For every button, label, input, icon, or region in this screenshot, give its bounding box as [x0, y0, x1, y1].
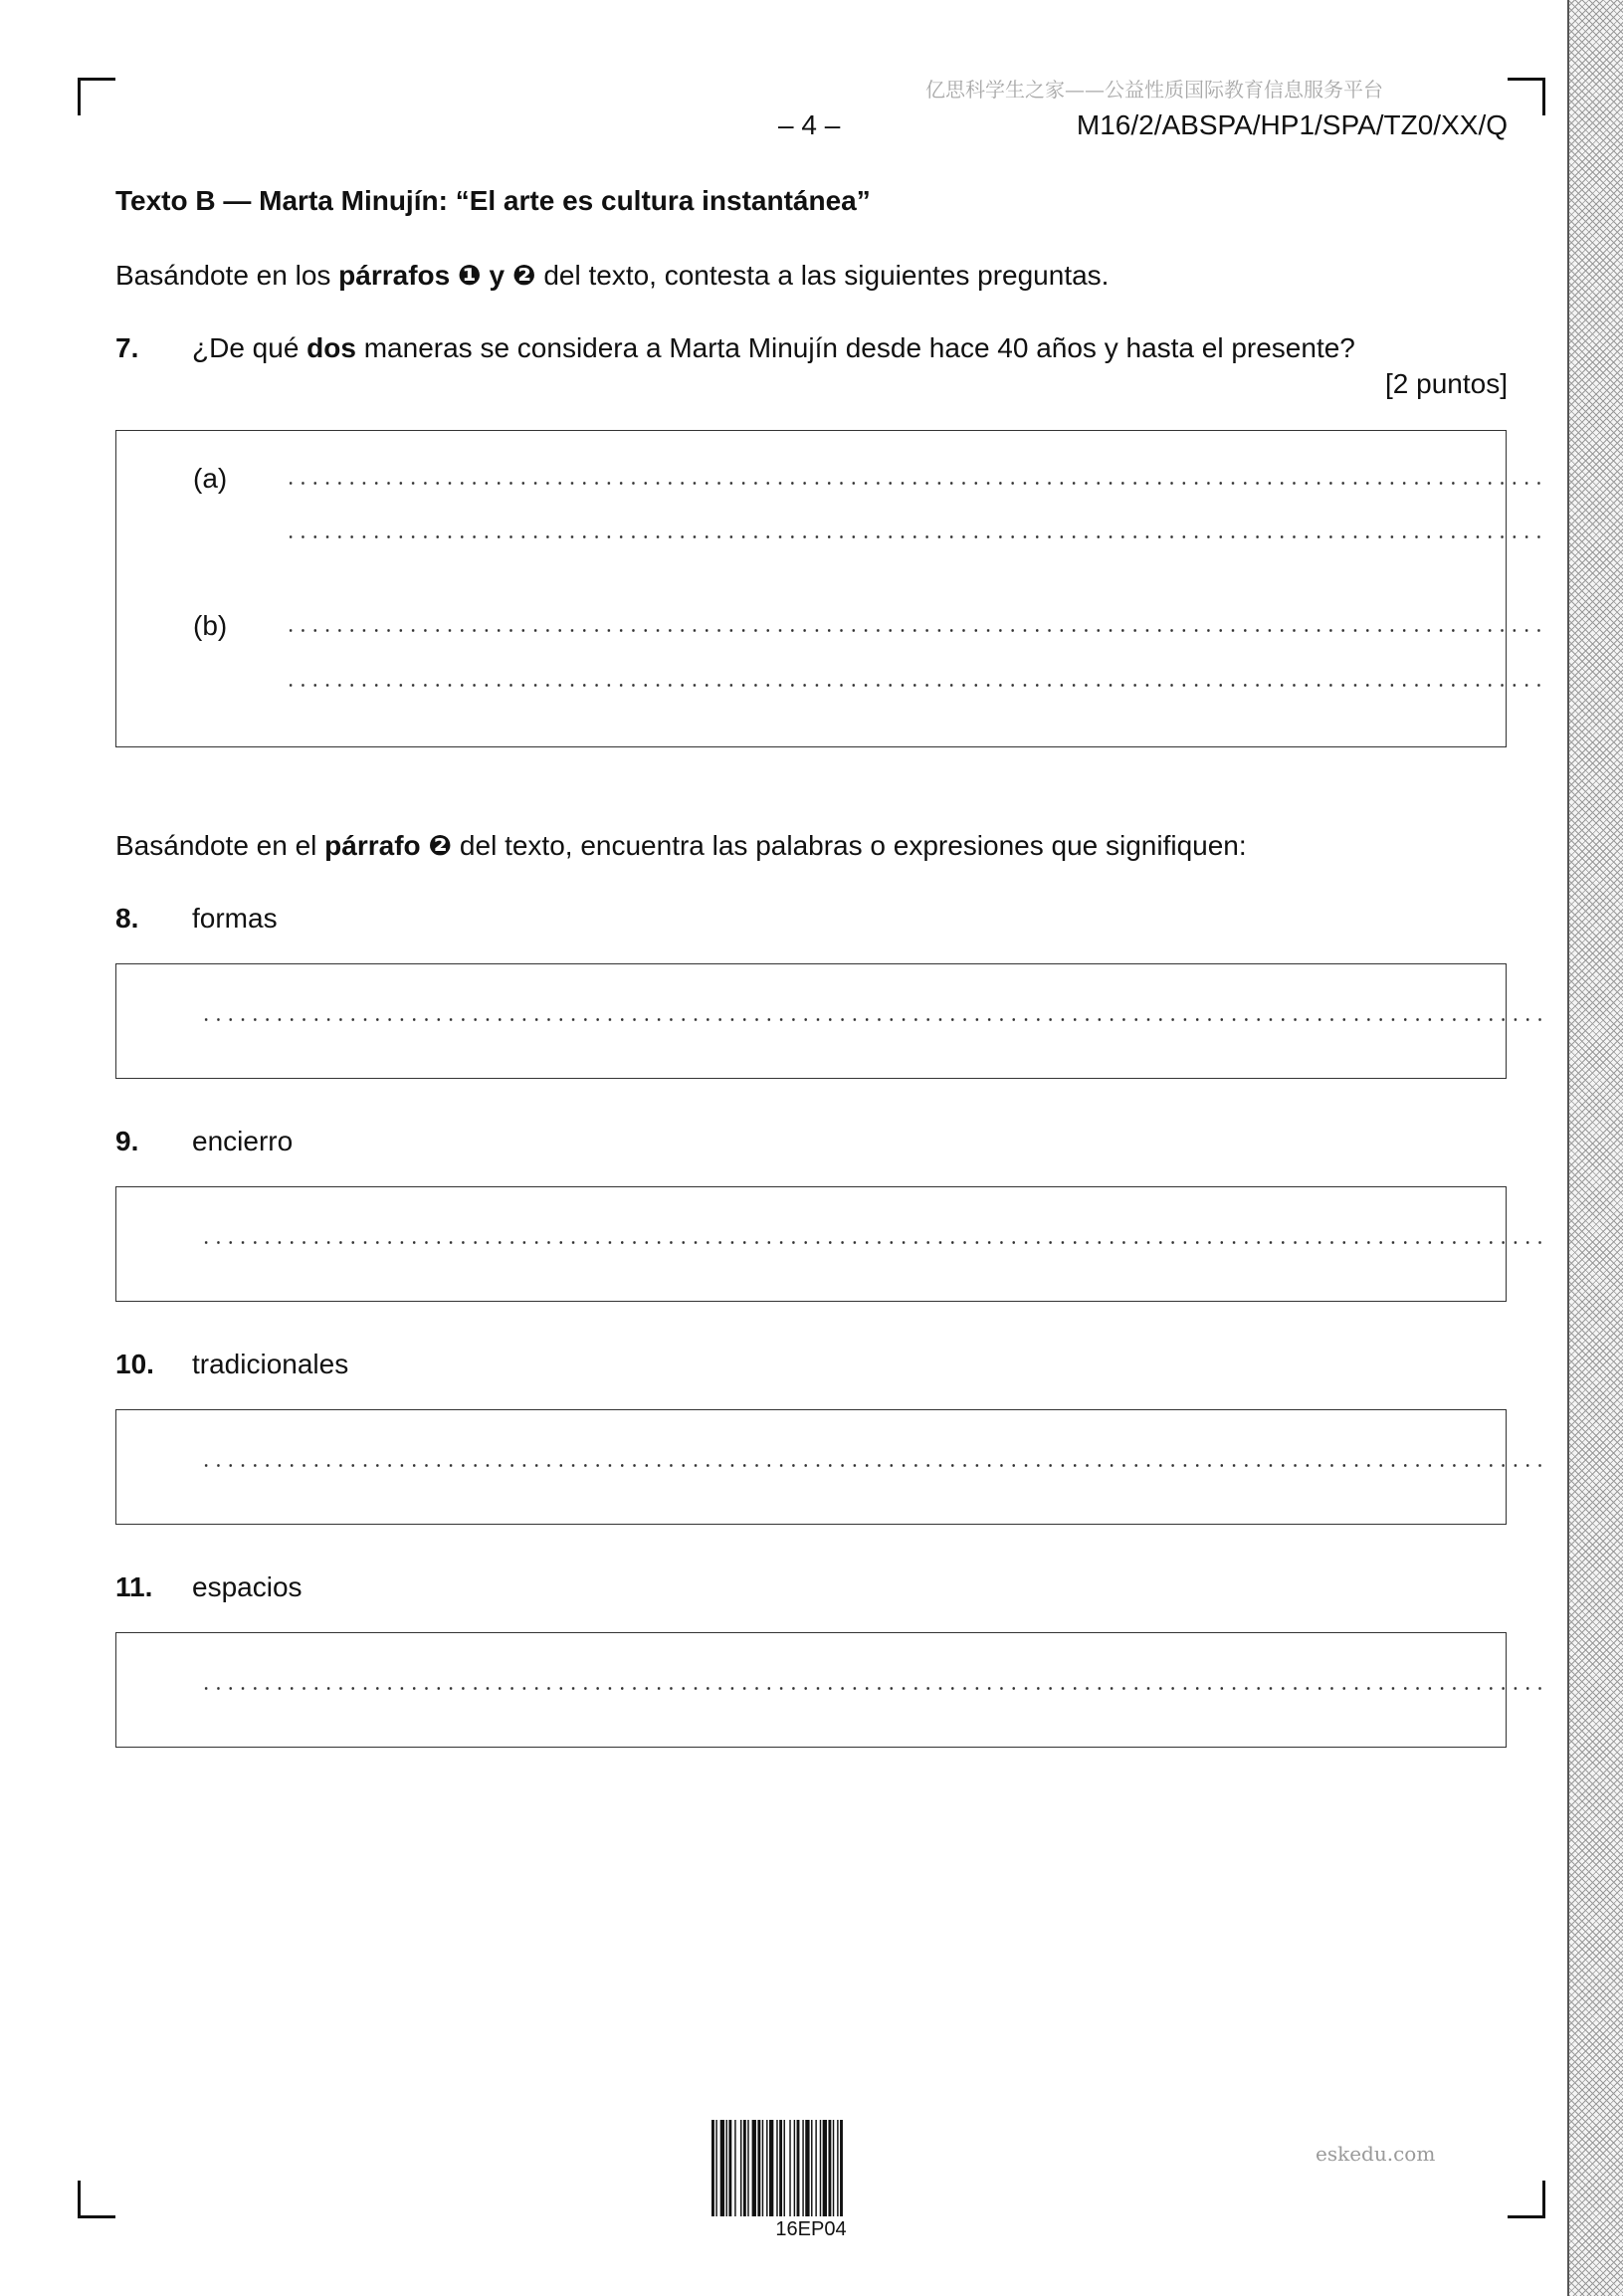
- barcode-bar: [752, 2120, 756, 2216]
- question-7-part-a-label: (a): [193, 463, 228, 494]
- question-7-text-post: maneras se considera a Marta Minujín desde hace 40 años y hasta el presente?: [355, 332, 1355, 363]
- question-10-answer-box: [115, 1409, 1507, 1525]
- barcode-bar: [789, 2120, 790, 2216]
- question-10-text: tradicionales: [192, 1349, 349, 1379]
- instruction-pre: Basándote en los: [115, 260, 339, 291]
- watermark-text: 亿思科学生之家——公益性质国际教育信息服务平台: [925, 78, 1383, 102]
- barcode-bar: [740, 2120, 741, 2216]
- barcode: [711, 2120, 911, 2216]
- crop-mark-top-left-v: [78, 78, 81, 115]
- question-7-part-b-label: (b): [193, 610, 228, 641]
- exam-code: M16/2/ABSPA/HP1/SPA/TZ0/XX/Q: [1076, 109, 1508, 140]
- barcode-bar: [711, 2120, 714, 2216]
- crop-mark-bottom-left-h: [78, 2215, 115, 2218]
- question-11-text: espacios: [192, 1571, 303, 1602]
- barcode-bar: [776, 2120, 777, 2216]
- question-7-text-pre: ¿De qué: [192, 332, 307, 363]
- question-8-answer-line[interactable]: [200, 1018, 1546, 1021]
- barcode-bar: [840, 2120, 843, 2216]
- barcode-bar: [734, 2120, 735, 2216]
- question-7-text-bold: dos: [306, 332, 356, 363]
- question-7-answer-box: [115, 430, 1507, 747]
- crop-mark-top-right-v: [1542, 78, 1545, 115]
- barcode-bar: [802, 2120, 803, 2216]
- question-7-part-a-line-2[interactable]: [285, 535, 1546, 538]
- barcode-bar: [715, 2120, 716, 2216]
- crop-mark-top-left-h: [78, 78, 115, 81]
- barcode-bar: [833, 2120, 834, 2216]
- question-7-text: [192, 332, 1355, 364]
- page-number: – 4 –: [778, 109, 841, 140]
- instruction-2-bold: párrafo ❷: [324, 830, 453, 861]
- barcode-bar: [794, 2120, 795, 2216]
- instruction-2-post: del texto, encuentra las palabras o expresiones que signifiquen:: [452, 830, 1247, 861]
- question-9-answer-line[interactable]: [200, 1241, 1546, 1244]
- barcode-bar: [762, 2120, 763, 2216]
- instruction-paragraphs-1-2: [115, 259, 1109, 292]
- question-9-number: 9.: [115, 1126, 139, 1156]
- barcode-bar: [820, 2120, 821, 2216]
- crop-mark-bottom-right-v: [1542, 2181, 1545, 2218]
- question-11-number: 11.: [115, 1571, 153, 1602]
- barcode-bar: [757, 2120, 760, 2216]
- crop-mark-bottom-right-h: [1508, 2215, 1545, 2218]
- crop-mark-bottom-left-v: [78, 2181, 81, 2218]
- question-7-marks: [2 puntos]: [1385, 368, 1508, 399]
- instruction-paragraph-2: [115, 829, 1247, 862]
- crop-mark-top-right-h: [1508, 78, 1545, 81]
- barcode-bar: [805, 2120, 809, 2216]
- question-7-part-a-line-1[interactable]: [285, 482, 1546, 485]
- barcode-bar: [815, 2120, 816, 2216]
- question-10-answer-line[interactable]: [200, 1464, 1546, 1467]
- question-7-part-b-line-2[interactable]: [285, 684, 1546, 687]
- barcode-text: 16EP04: [775, 2218, 847, 2240]
- patterned-margin-strip: [1567, 0, 1623, 2296]
- barcode-bar: [720, 2120, 724, 2216]
- instruction-post: del texto, contesta a las siguientes preguntas.: [535, 260, 1110, 291]
- barcode-bar: [769, 2120, 773, 2216]
- site-watermark: eskedu.com: [1316, 2142, 1436, 2166]
- question-10-number: 10.: [115, 1349, 154, 1379]
- section-title: Texto B — Marta Minujín: “El arte es cultura instantánea”: [115, 185, 871, 216]
- barcode-bar: [811, 2120, 812, 2216]
- barcode-bar: [743, 2120, 746, 2216]
- question-8-answer-box: [115, 963, 1507, 1079]
- question-8-number: 8.: [115, 903, 139, 934]
- question-11-answer-box: [115, 1632, 1507, 1748]
- barcode-bar: [823, 2120, 827, 2216]
- barcode-bar: [779, 2120, 782, 2216]
- instruction-2-pre: Basándote en el: [115, 830, 325, 861]
- question-8-text: formas: [192, 903, 278, 934]
- question-9-text: encierro: [192, 1126, 294, 1156]
- question-7-part-b-line-1[interactable]: [285, 629, 1546, 632]
- barcode-bar: [747, 2120, 748, 2216]
- question-9-answer-box: [115, 1186, 1507, 1302]
- barcode-bar: [837, 2120, 838, 2216]
- barcode-bar: [726, 2120, 727, 2216]
- question-7-number: 7.: [115, 332, 139, 363]
- barcode-bar: [728, 2120, 731, 2216]
- barcode-bar: [797, 2120, 800, 2216]
- barcode-bar: [784, 2120, 785, 2216]
- barcode-bar: [828, 2120, 831, 2216]
- barcode-bar: [766, 2120, 767, 2216]
- question-11-answer-line[interactable]: [200, 1687, 1546, 1690]
- instruction-bold: párrafos ❶ y ❷: [338, 260, 536, 291]
